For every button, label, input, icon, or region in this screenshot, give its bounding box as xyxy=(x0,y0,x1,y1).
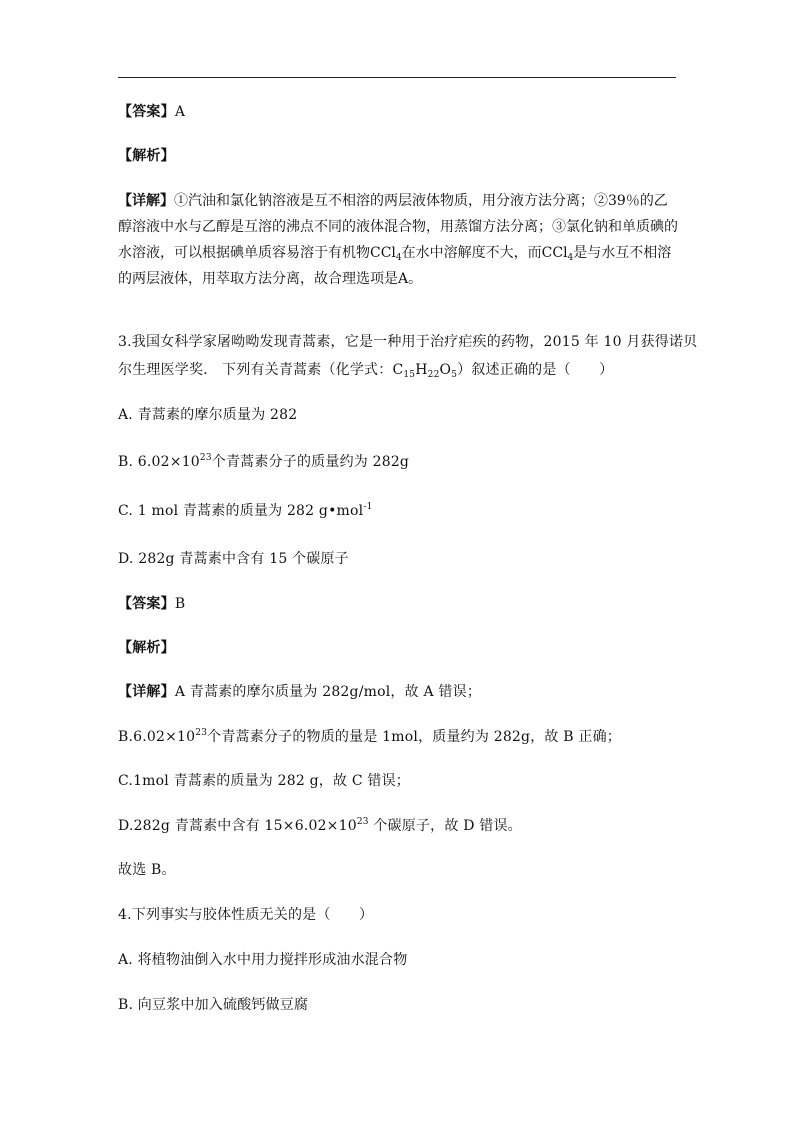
q4-option-b: B. 向豆浆中加入硫酸钙做豆腐 xyxy=(118,997,309,1013)
q3-stem-line2: 尔生理医学奖． 下列有关青蒿素（化学式：$C_{15}H_{22}O_5$）叙述正确的是（ ） xyxy=(118,362,614,380)
detail-text-3: 是与水互不相溶的两层液体，用萃取方法分离，故合理选项是A。 xyxy=(118,245,672,287)
q2-analysis-label: 【解析】 xyxy=(118,148,175,164)
q4-stem: 4.下列事实与胶体性质无关的是（ ） xyxy=(118,907,374,923)
answer-value: B xyxy=(174,596,186,612)
q3-detail-b: $B.6.02\times 10^{23}$个青蒿素分子的物质的量是 1mol，质量约为 282g，故 B 正确； xyxy=(118,728,621,745)
ccl4-formula-2: CCl$_4$ xyxy=(541,245,574,263)
header-rule xyxy=(118,77,676,78)
q3-detail-c: C.1mol 青蒿素的质量为 282 g，故 C 错误； xyxy=(118,773,410,789)
q3-option-a: A. 青蒿素的摩尔质量为 282 xyxy=(118,407,298,423)
answer-label: 【答案】 xyxy=(118,104,175,120)
q3-answer xyxy=(118,596,185,612)
q2-answer xyxy=(118,104,185,120)
q2-detail-paragraph xyxy=(118,188,678,292)
answer-label: 【答案】 xyxy=(118,596,175,612)
q3-option-c: C. 1 mol 青蒿素的质量为 282 g•mol$^{-1}$ xyxy=(118,502,373,519)
q3-conclusion: 故选 B。 xyxy=(118,862,176,878)
q3-detail-a: 【详解】A 青蒿素的摩尔质量为 282g/mol，故 A 错误； xyxy=(118,684,482,700)
ccl4-formula-1: CCl$_4$ xyxy=(370,245,402,263)
q3-detail-d: D.282g 青蒿素中含有 $15\times 6.02\times 10^{23}$ 个碳原子，故 D 错误。 xyxy=(118,817,522,834)
detail-text-2: 在水中溶解度不大，而 xyxy=(401,245,542,261)
q3-option-b: B. $6.02\times 10^{23}$个青蒿素分子的质量约为 282g xyxy=(118,453,410,470)
detail-text-1: ①汽油和氯化钠溶液是互不相溶的两层液体物质，用分液方法分离；②39％的乙醇溶液中水与乙醇是互溶的沸点不同的液体混合物，用蒸馏方法分离；③氯化钠和单质碘的水溶液，可以根据碘单质容易溶于有机物 xyxy=(118,193,678,261)
answer-value: A xyxy=(174,104,186,120)
q3-stem-line1: 3.我国女科学家屠呦呦发现青蒿素，它是一种用于治疗疟疾的药物，2015 年 10 月获得诺贝 xyxy=(118,334,698,350)
q3-option-d: D. 282g 青蒿素中含有 15 个碳原子 xyxy=(118,551,349,567)
q3-analysis-label: 【解析】 xyxy=(118,640,175,656)
q4-option-a: A. 将植物油倒入水中用力搅拌形成油水混合物 xyxy=(118,952,408,968)
detail-label: 【详解】 xyxy=(118,193,174,209)
